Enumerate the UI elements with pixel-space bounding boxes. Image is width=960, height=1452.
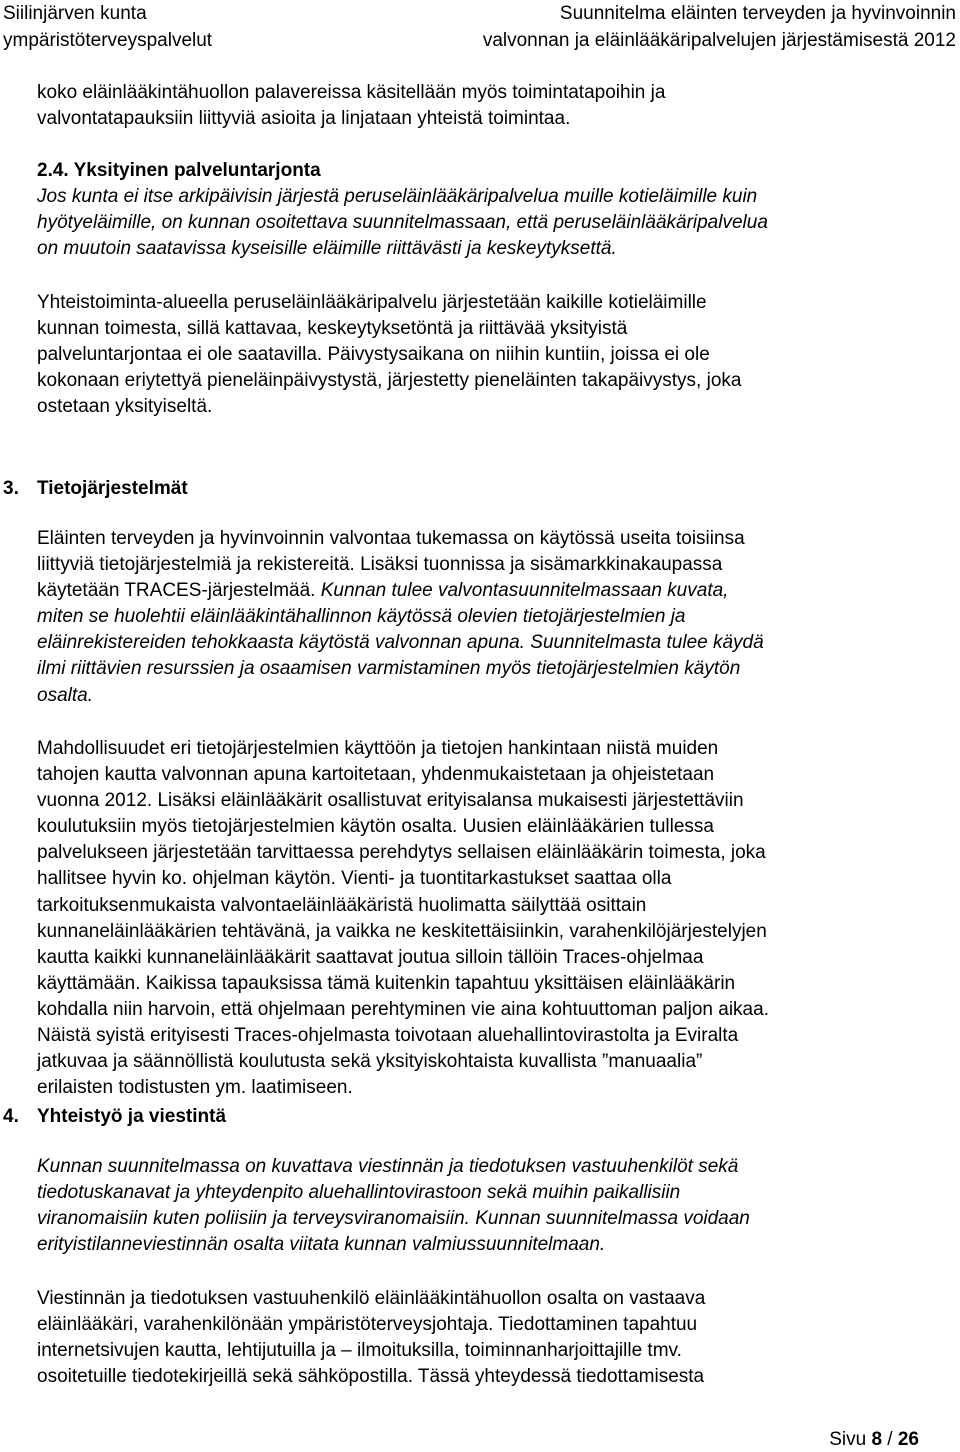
total-pages: 26 (897, 1429, 919, 1450)
text-line: ostetaan yksityiseltä. (37, 396, 213, 418)
section-heading-2-4: 2.4. Yksityinen palveluntarjonta (37, 160, 321, 181)
intro-paragraph (37, 80, 937, 132)
text-line: internetsivujen kautta, lehtijutuilla ja – ilmoituksilla, toiminnanharjoittajille tmv. (37, 1340, 682, 1362)
text-line: osalta. (37, 684, 93, 706)
text-line: koko eläinlääkintähuollon palavereissa käsitellään myös toimintatapoihin ja (37, 82, 666, 103)
text-line: viranomaisiin kuten poliisiin ja terveysviranomaisiin. Kunnan suunnitelmassa voidaan (37, 1208, 750, 1230)
text-line: miten se huolehtii eläinlääkintähallinnon käytössä olevien tietojärjestelmien ja (37, 606, 686, 628)
text-line: tarkoituksenmukaista valvontaeläinlääkäristä huolimatta säilyttää osittain (37, 894, 647, 916)
text-line: jatkuvaa ja säännöllistä koulutusta sekä yksityiskohtaista kuvallista ”manuaalia” (37, 1051, 703, 1073)
text-line: kokonaan eriytettyä pieneläinpäivystystä, järjestetty pieneläinten takapäivystys, joka (37, 370, 742, 392)
text-run-italic: Kunnan tulee valvontasuunnitelmassaan kuvata, (320, 580, 729, 602)
header-organization: Siilinjärven kunta (3, 3, 147, 24)
text-line: Viestinnän ja tiedotuksen vastuuhenkilö eläinlääkintähuollon osalta on vastaava (37, 1288, 706, 1309)
text-run: käytetään TRACES-järjestelmää. (37, 580, 321, 602)
text-line: käyttämään. Kaikissa tapauksissa tämä kuitenkin tapahtuu yksittäisen eläinlääkärin (37, 972, 736, 994)
text-line: Kunnan suunnitelmassa on kuvattava viestinnän ja tiedotuksen vastuuhenkilöt sekä (37, 1156, 739, 1177)
text-line: hallitsee hyvin ko. ohjelman käytön. Vienti- ja tuontitarkastukset saattaa olla (37, 868, 672, 890)
text-line: Näistä syistä erityisesti Traces-ohjelmasta toivotaan aluehallintovirastolta ja Eviralta (37, 1025, 739, 1047)
text-line: kautta kaikki kunnaneläinlääkärit saattavat joutua silloin tällöin Traces-ohjelmaa (37, 946, 704, 968)
section-3-paragraph-1 (37, 526, 937, 709)
section-4-guidance (37, 1154, 937, 1258)
section-number: 4. (3, 1106, 19, 1127)
text-line: ilmi riittävien resurssien ja osaamisen varmistaminen myös tietojärjestelmien käytön (37, 658, 741, 680)
text-line: koulutuksiin myös tietojärjestelmien käytön osalta. Uusien eläinlääkärien tullessa (37, 816, 714, 838)
page-number (829, 1428, 919, 1452)
section-2-4-guidance (37, 184, 937, 262)
text-line: kohdalla niin harvoin, että ohjelmaan perehtyminen vie aina kohtuuttoman paljon aikaa. (37, 998, 769, 1020)
text-line: hyötyeläimille, on kunnan osoitettava suunnitelmassaan, että peruseläinlääkäripalvelua (37, 212, 768, 234)
text-line: eläinlääkäri, varahenkilönään ympäristöterveysjohtaja. Tiedottaminen tapahtuu (37, 1314, 698, 1336)
text-line: eläinrekistereiden tehokkaasta käytöstä valvonnan apuna. Suunnitelmasta tulee käydä (37, 632, 764, 654)
page-header-left (3, 0, 212, 54)
page-header-right (483, 0, 956, 54)
text-line: tiedotuskanavat ja yhteydenpito aluehallintovirastoon sekä muihin paikallisiin (37, 1182, 681, 1204)
text-line (37, 578, 937, 604)
section-2-4-paragraph (37, 290, 937, 420)
text-line: Eläinten terveyden ja hyvinvoinnin valvontaa tukemassa on käytössä useita toisiinsa (37, 528, 745, 549)
text-line: erilaisten todistusten ym. laatimiseen. (37, 1077, 353, 1099)
text-line: Jos kunta ei itse arkipäivisin järjestä peruseläinlääkäripalvelua muille kotieläimille kuin (37, 186, 758, 207)
text-line: Mahdollisuudet eri tietojärjestelmien käyttöön ja tietojen hankintaan niistä muiden (37, 738, 719, 759)
text-line: osoitetuille tiedotekirjeillä sekä sähköpostilla. Tässä yhteydessä tiedottamisesta (37, 1366, 705, 1388)
section-4-paragraph (37, 1286, 937, 1390)
header-document-title-line2: valvonnan ja eläinlääkäripalvelujen järjestämisestä 2012 (482, 30, 956, 51)
section-title: Yhteistyö ja viestintä (37, 1106, 227, 1127)
page-label: Sivu (829, 1429, 867, 1450)
text-line: on muutoin saatavissa kyseisille eläimille riittävästi ja keskeytyksettä. (37, 238, 617, 260)
header-document-title-line1: Suunnitelma eläinten terveyden ja hyvinvoinnin (559, 3, 956, 24)
page-separator: / (887, 1429, 893, 1450)
text-line: palveluntarjontaa ei ole saatavilla. Päivystysaikana on niihin kuntiin, joissa ei ole (37, 344, 710, 366)
text-line: Yhteistoiminta-alueella peruseläinlääkäripalvelu järjestetään kaikille kotieläimille (37, 292, 707, 313)
section-number: 3. (3, 478, 19, 499)
text-line: palvelukseen järjestetään tarvittaessa perehdytys sellaisen eläinlääkärin toimesta, joka (37, 842, 766, 864)
text-line: valvontatapauksiin liittyviä asioita ja linjataan yhteistä toimintaa. (37, 108, 571, 130)
text-line: kunnaneläinlääkärien tehtävänä, ja vaikka ne keskitettäisiinkin, varahenkilöjärjestelyjen (37, 920, 767, 942)
header-department: ympäristöterveyspalvelut (3, 30, 213, 51)
current-page: 8 (871, 1429, 883, 1450)
text-line: kunnan toimesta, sillä kattavaa, keskeytyksetöntä ja riittävää yksityistä (37, 318, 628, 340)
text-line: tahojen kautta valvonnan apuna kartoitetaan, yhdenmukaistetaan ja ohjeistetaan (37, 764, 715, 786)
text-line: erityistilanneviestinnän osalta viitata kunnan valmiussuunnitelmaan. (37, 1234, 606, 1256)
text-line: liittyviä tietojärjestelmiä ja rekistereitä. Lisäksi tuonnissa ja sisämarkkinakaupassa (37, 554, 723, 576)
section-title: Tietojärjestelmät (37, 478, 188, 499)
text-line: vuonna 2012. Lisäksi eläinlääkärit osallistuvat erityisalansa mukaisesti järjestettäviin (37, 790, 744, 812)
section-3-paragraph-2 (37, 736, 937, 1101)
